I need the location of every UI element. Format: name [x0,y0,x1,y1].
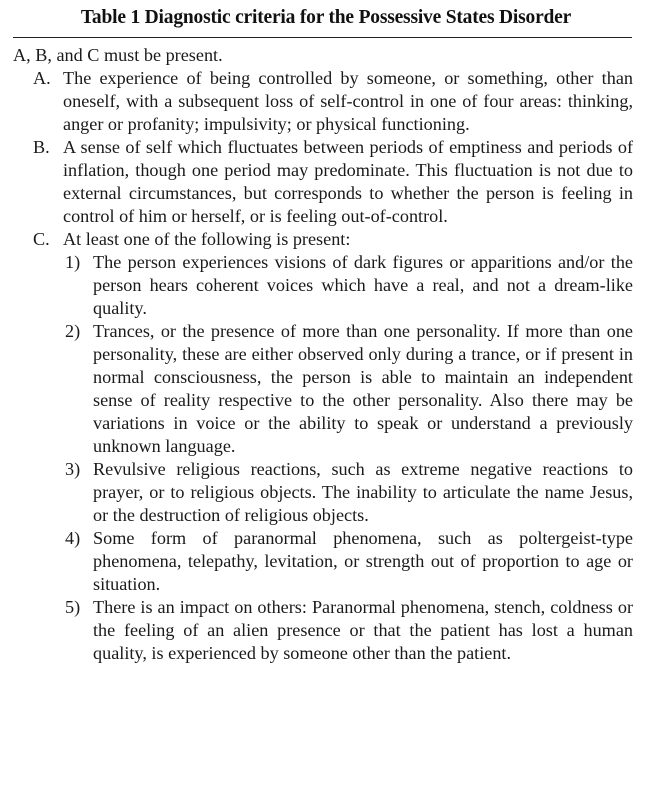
criterion-text: A sense of self which fluctuates between periods of emptiness and periods of inflation, though one period may predominate. This fluctuation is not due to external circumstances, but corresponds to whether the person is feeling in control of him or herself, or is feeling out-of-control. [63,137,633,226]
subcriterion-2 [13,320,633,458]
subcriterion-5 [13,596,633,665]
criterion-b [13,136,633,228]
subcriterion-text: Revulsive religious reactions, such as extreme negative reactions to prayer, or to religious objects. The inability to articulate the name Jesus, or the destruction of religious objects. [93,459,633,525]
subcriterion-text: There is an impact on others: Paranormal phenomena, stench, coldness or the feeling of an alien presence or that the patient has lost a human quality, is experienced by someone other than the patient. [93,597,633,663]
subcriterion-label: 3) [65,459,81,479]
criterion-text: The experience of being controlled by someone, or something, other than oneself, with a subsequent loss of self-control in one of four areas: thinking, anger or profanity; impulsivity; or physical functioning. [63,68,633,134]
table-title: Table 1 Diagnostic criteria for the Possessive States Disorder [80,7,572,28]
subcriterion-text: The person experiences visions of dark figures or apparitions and/or the person hears coherent voices which have a real, and not a dream-like quality. [93,252,633,318]
criterion-label: B. [33,137,50,157]
subcriterion-1 [13,251,633,320]
subcriterion-text: Some form of paranormal phenomena, such as poltergeist-type phenomena, telepathy, levitation, or strength out of proportion to age or situation. [93,528,633,594]
criterion-label: A. [33,68,51,88]
subcriterion-4 [13,527,633,596]
criterion-a [13,67,633,136]
criteria-intro: A, B, and C must be present. [13,45,223,65]
subcriterion-label: 2) [65,321,81,341]
subcriterion-label: 4) [65,528,81,548]
subcriterion-3 [13,458,633,527]
criterion-text: At least one of the following is present: [63,229,351,249]
title-divider [13,37,632,38]
criterion-c [13,228,633,251]
criteria-body [13,44,633,665]
criterion-label: C. [33,229,50,249]
subcriterion-label: 1) [65,252,81,272]
subcriterion-label: 5) [65,597,81,617]
subcriterion-text: Trances, or the presence of more than one personality. If more than one personality, these are either observed only during a trance, or if present in normal consciousness, the person is able to maintain an independent sense of reality respective to the other personality. Also there may be variations in voice or the ability to speak or understand a previously unknown language. [93,321,633,456]
